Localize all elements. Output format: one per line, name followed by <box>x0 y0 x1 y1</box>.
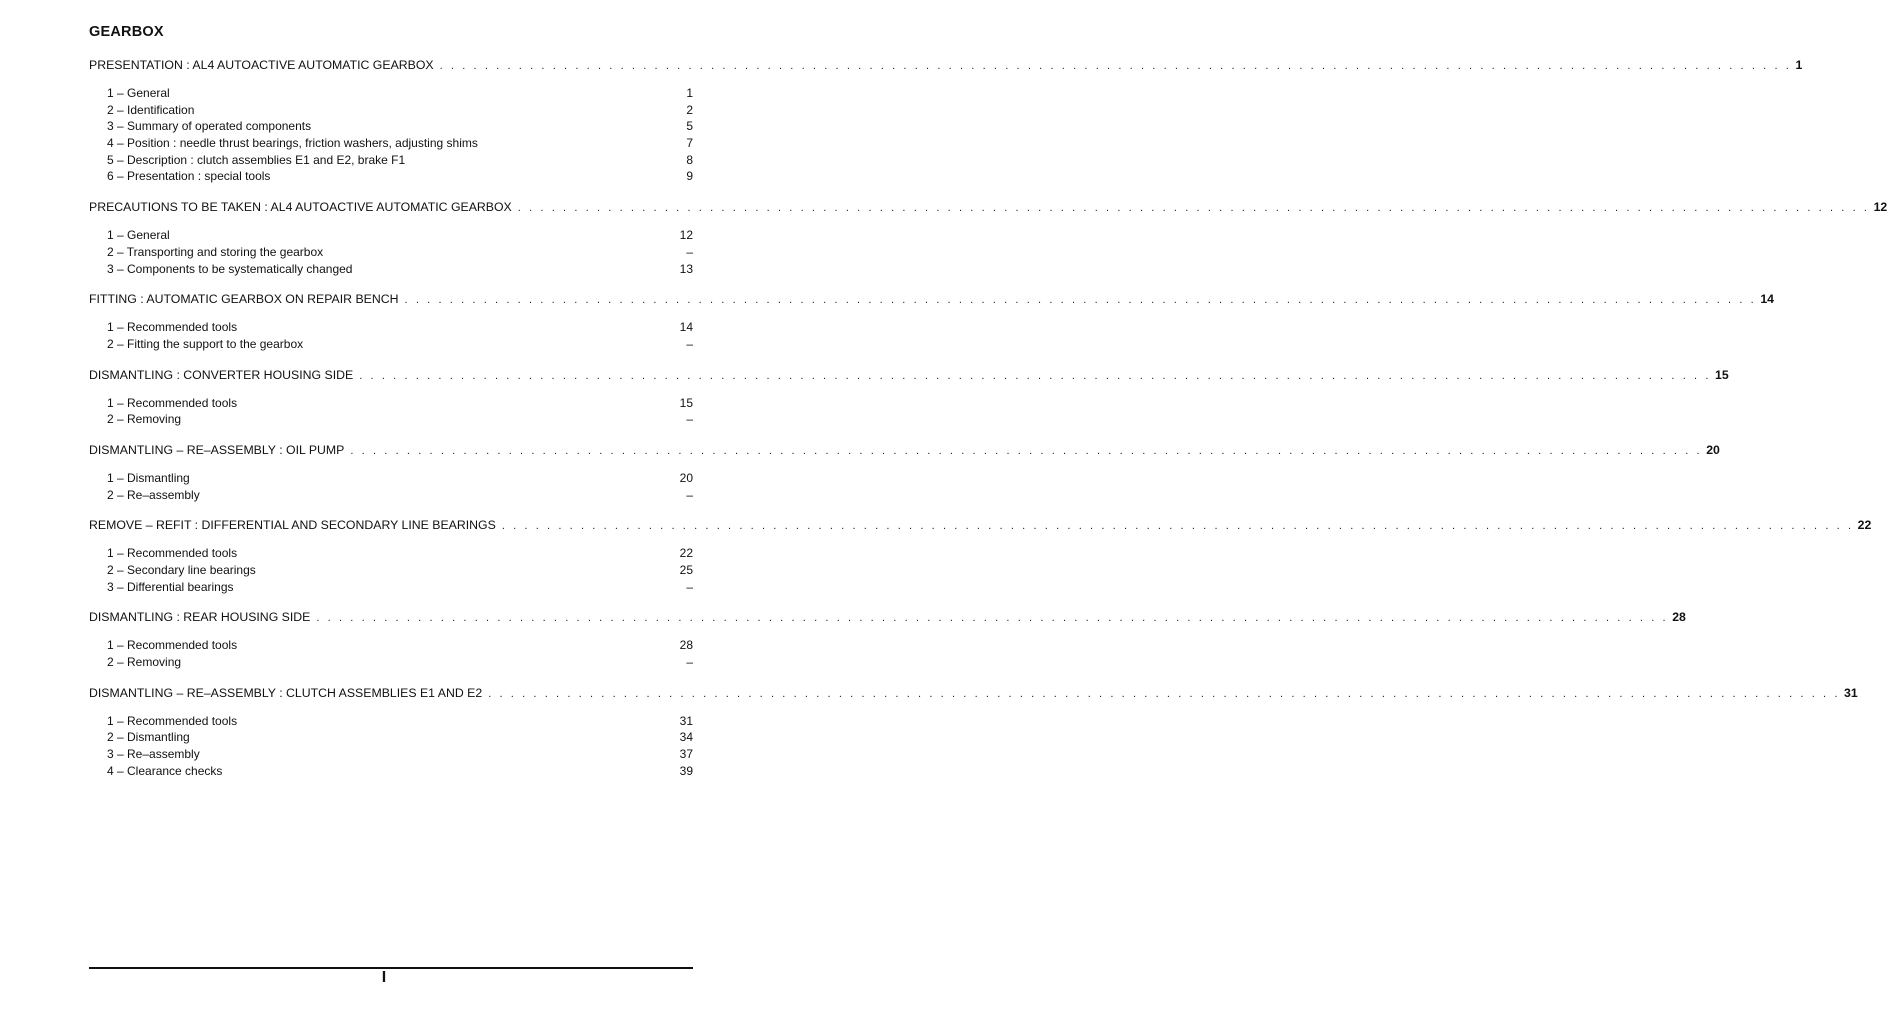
toc-entry <box>89 746 693 763</box>
entry-label: 2 – Transporting and storing the gearbox <box>107 244 324 259</box>
toc-entry <box>89 261 693 278</box>
entry-label: 1 – General <box>107 228 170 243</box>
entry-label: 1 – Recommended tools <box>107 546 238 561</box>
section-page-number: 31 <box>1844 685 1858 700</box>
toc-entry <box>89 654 693 671</box>
section-title: PRESENTATION : AL4 AUTOACTIVE AUTOMATIC GEARBOX <box>89 58 434 72</box>
table-of-contents <box>89 57 1887 794</box>
entry-page-number: 37 <box>679 747 693 762</box>
entry-label: 1 – Recommended tools <box>107 638 238 653</box>
section-title: DISMANTLING – RE–ASSEMBLY : OIL PUMP <box>89 442 345 457</box>
entry-page-number: 13 <box>679 261 693 276</box>
toc-entry <box>89 562 693 579</box>
entry-label: 1 – Recommended tools <box>107 320 238 335</box>
toc-section-heading <box>89 609 1686 625</box>
toc-section <box>89 609 1686 670</box>
entry-label: 6 – Presentation : special tools <box>107 169 271 184</box>
entry-page-number: – <box>686 487 693 502</box>
toc-entry <box>89 579 693 596</box>
toc-entry <box>89 545 693 562</box>
entry-page-number: – <box>686 655 693 670</box>
entry-page-number: 25 <box>679 563 693 577</box>
entry-page-number: 39 <box>679 763 693 778</box>
toc-section-heading <box>89 291 1775 307</box>
toc-section <box>89 57 1803 185</box>
entry-page-number: – <box>686 244 693 259</box>
dot-leader: . . . . . . . . . . . . . . . . . . . . . . . . . . . . . . . . . . . . . . . . . . . . . . . . . . . . . . . . . . . . . . . . . . . . . . . . . . . . . . . . . . . . . . . . . . . . . . . . . . . . . . . . . . . . . . . . . . . . . . . . <box>359 369 1712 382</box>
entry-label: 1 – Recommended tools <box>107 713 238 728</box>
dot-leader: . . . . . . . . . . . . . . . . . . . . . . . . . . . . . . . . . . . . . . . . . . . . . . . . . . . . . . . . . . . . . . . . . . . . . . . . . . . . . . . . . . . . . . . . . . . . . . . . . . . . . . . . . . . . . . . . . . . . . . . . <box>316 612 1669 625</box>
toc-entry <box>89 637 693 654</box>
section-title: DISMANTLING : CONVERTER HOUSING SIDE <box>89 367 354 382</box>
section-title: DISMANTLING : REAR HOUSING SIDE <box>89 610 311 625</box>
dot-leader: . . . . . . . . . . . . . . . . . . . . . . . . . . . . . . . . . . . . . . . . . . . . . . . . . . . . . . . . . . . . . . . . . . . . . . . . . . . . . . . . . . . . . . . . . . . . . . . . . . . . . . . . . . . . . . . . . . . . . . . . <box>404 294 1757 307</box>
entry-page-number: 9 <box>686 169 693 184</box>
entry-label: 2 – Fitting the support to the gearbox <box>107 336 304 351</box>
entry-label: 2 – Removing <box>107 655 182 670</box>
entry-page-number: 2 <box>686 102 693 117</box>
toc-entry <box>89 244 693 261</box>
section-title: REMOVE – REFIT : DIFFERENTIAL AND SECONDARY LINE BEARINGS <box>89 518 496 533</box>
toc-section <box>89 291 1775 352</box>
section-page-number: 15 <box>1715 367 1729 382</box>
page-folio: I <box>381 969 387 986</box>
entry-label: 2 – Identification <box>107 102 195 117</box>
section-page-number: 20 <box>1706 442 1720 457</box>
dot-leader: . . . . . . . . . . . . . . . . . . . . . . . . . . . . . . . . . . . . . . . . . . . . . . . . . . . . . . . . . . . . . . . . . . . . . . . . . . . . . . . . . . . . . . . . . . . . . . . . . . . . . . . . . . . . . . . . . . . . . . . . <box>439 60 1792 72</box>
dot-leader: . . . . . . . . . . . . . . . . . . . . . . . . . . . . . . . . . . . . . . . . . . . . . . . . . . . . . . . . . . . . . . . . . . . . . . . . . . . . . . . . . . . . . . . . . . . . . . . . . . . . . . . . . . . . . . . . . . . . . . . . <box>488 687 1841 700</box>
section-page-number: 28 <box>1672 610 1686 625</box>
entry-label: 2 – Removing <box>107 412 182 427</box>
entry-page-number: 14 <box>679 320 693 335</box>
entry-page-number: 8 <box>686 152 693 167</box>
toc-entry <box>89 85 693 102</box>
entry-label: 4 – Position : needle thrust bearings, friction washers, adjusting shims <box>107 136 478 151</box>
section-page-number: 1 <box>1795 58 1803 72</box>
toc-section-heading <box>89 367 1729 383</box>
entry-page-number: – <box>686 412 693 427</box>
toc-section <box>89 367 1729 428</box>
entry-label: 1 – Dismantling <box>107 470 190 485</box>
toc-section <box>89 517 1872 595</box>
toc-section-heading <box>89 517 1872 533</box>
entry-page-number: – <box>686 579 693 594</box>
toc-entry <box>89 135 693 152</box>
entry-page-number: 1 <box>686 86 693 100</box>
toc-entry <box>89 713 693 730</box>
toc-section-heading <box>89 57 1803 73</box>
entry-label: 5 – Description : clutch assemblies E1 and E2, brake F1 <box>107 152 406 167</box>
entry-label: 2 – Re–assembly <box>107 487 200 502</box>
toc-entry <box>89 102 693 119</box>
entry-page-number: – <box>686 336 693 351</box>
toc-entry <box>89 729 693 746</box>
entry-label: 2 – Secondary line bearings <box>107 563 256 577</box>
toc-section <box>89 685 1858 780</box>
entry-label: 1 – Recommended tools <box>107 395 238 410</box>
dot-leader: . . . . . . . . . . . . . . . . . . . . . . . . . . . . . . . . . . . . . . . . . . . . . . . . . . . . . . . . . . . . . . . . . . . . . . . . . . . . . . . . . . . . . . . . . . . . . . . . . . . . . . . . . . . . . . . . . . . . . . . . <box>517 202 1870 215</box>
section-page-number: 14 <box>1760 292 1775 307</box>
toc-entry <box>89 763 693 780</box>
entry-label: 1 – General <box>107 86 170 100</box>
toc-entry <box>89 227 693 244</box>
entry-label: 4 – Clearance checks <box>107 763 223 778</box>
entry-label: 3 – Differential bearings <box>107 579 234 594</box>
toc-entry <box>89 487 693 504</box>
dot-leader: . . . . . . . . . . . . . . . . . . . . . . . . . . . . . . . . . . . . . . . . . . . . . . . . . . . . . . . . . . . . . . . . . . . . . . . . . . . . . . . . . . . . . . . . . . . . . . . . . . . . . . . . . . . . . . . . . . . . . . . . <box>350 444 1703 457</box>
entry-page-number: 34 <box>679 730 693 745</box>
toc-section-heading <box>89 685 1858 701</box>
section-title: DISMANTLING – RE–ASSEMBLY : CLUTCH ASSEMBLIES E1 AND E2 <box>89 685 483 700</box>
entry-label: 3 – Components to be systematically changed <box>107 261 353 276</box>
toc-entry <box>89 319 693 336</box>
section-page-number: 22 <box>1857 518 1872 533</box>
entry-page-number: 12 <box>679 228 693 243</box>
toc-entry <box>89 411 693 428</box>
toc-section-heading <box>89 199 1887 215</box>
toc-entry <box>89 118 693 135</box>
toc-entry <box>89 470 693 487</box>
section-title: PRECAUTIONS TO BE TAKEN : AL4 AUTOACTIVE AUTOMATIC GEARBOX <box>89 200 512 215</box>
toc-entry <box>89 336 693 353</box>
section-page-number: 12 <box>1873 200 1887 215</box>
section-title: FITTING : AUTOMATIC GEARBOX ON REPAIR BENCH <box>89 292 399 307</box>
toc-section <box>89 442 1720 503</box>
toc-section-heading <box>89 442 1720 458</box>
entry-page-number: 28 <box>679 638 693 653</box>
entry-page-number: 22 <box>679 546 693 561</box>
entry-page-number: 31 <box>679 713 693 728</box>
toc-entry <box>89 168 693 185</box>
entry-page-number: 15 <box>679 395 693 410</box>
entry-label: 3 – Summary of operated components <box>107 119 312 134</box>
entry-page-number: 7 <box>686 136 693 151</box>
entry-page-number: 5 <box>686 119 693 134</box>
dot-leader: . . . . . . . . . . . . . . . . . . . . . . . . . . . . . . . . . . . . . . . . . . . . . . . . . . . . . . . . . . . . . . . . . . . . . . . . . . . . . . . . . . . . . . . . . . . . . . . . . . . . . . . . . . . . . . . . . . . . . . . . <box>501 520 1854 533</box>
toc-section <box>89 199 1887 277</box>
entry-page-number: 20 <box>679 470 693 485</box>
page-title: GEARBOX <box>89 24 164 40</box>
toc-entry <box>89 395 693 412</box>
entry-label: 3 – Re–assembly <box>107 747 200 762</box>
toc-entry <box>89 152 693 169</box>
entry-label: 2 – Dismantling <box>107 730 190 745</box>
